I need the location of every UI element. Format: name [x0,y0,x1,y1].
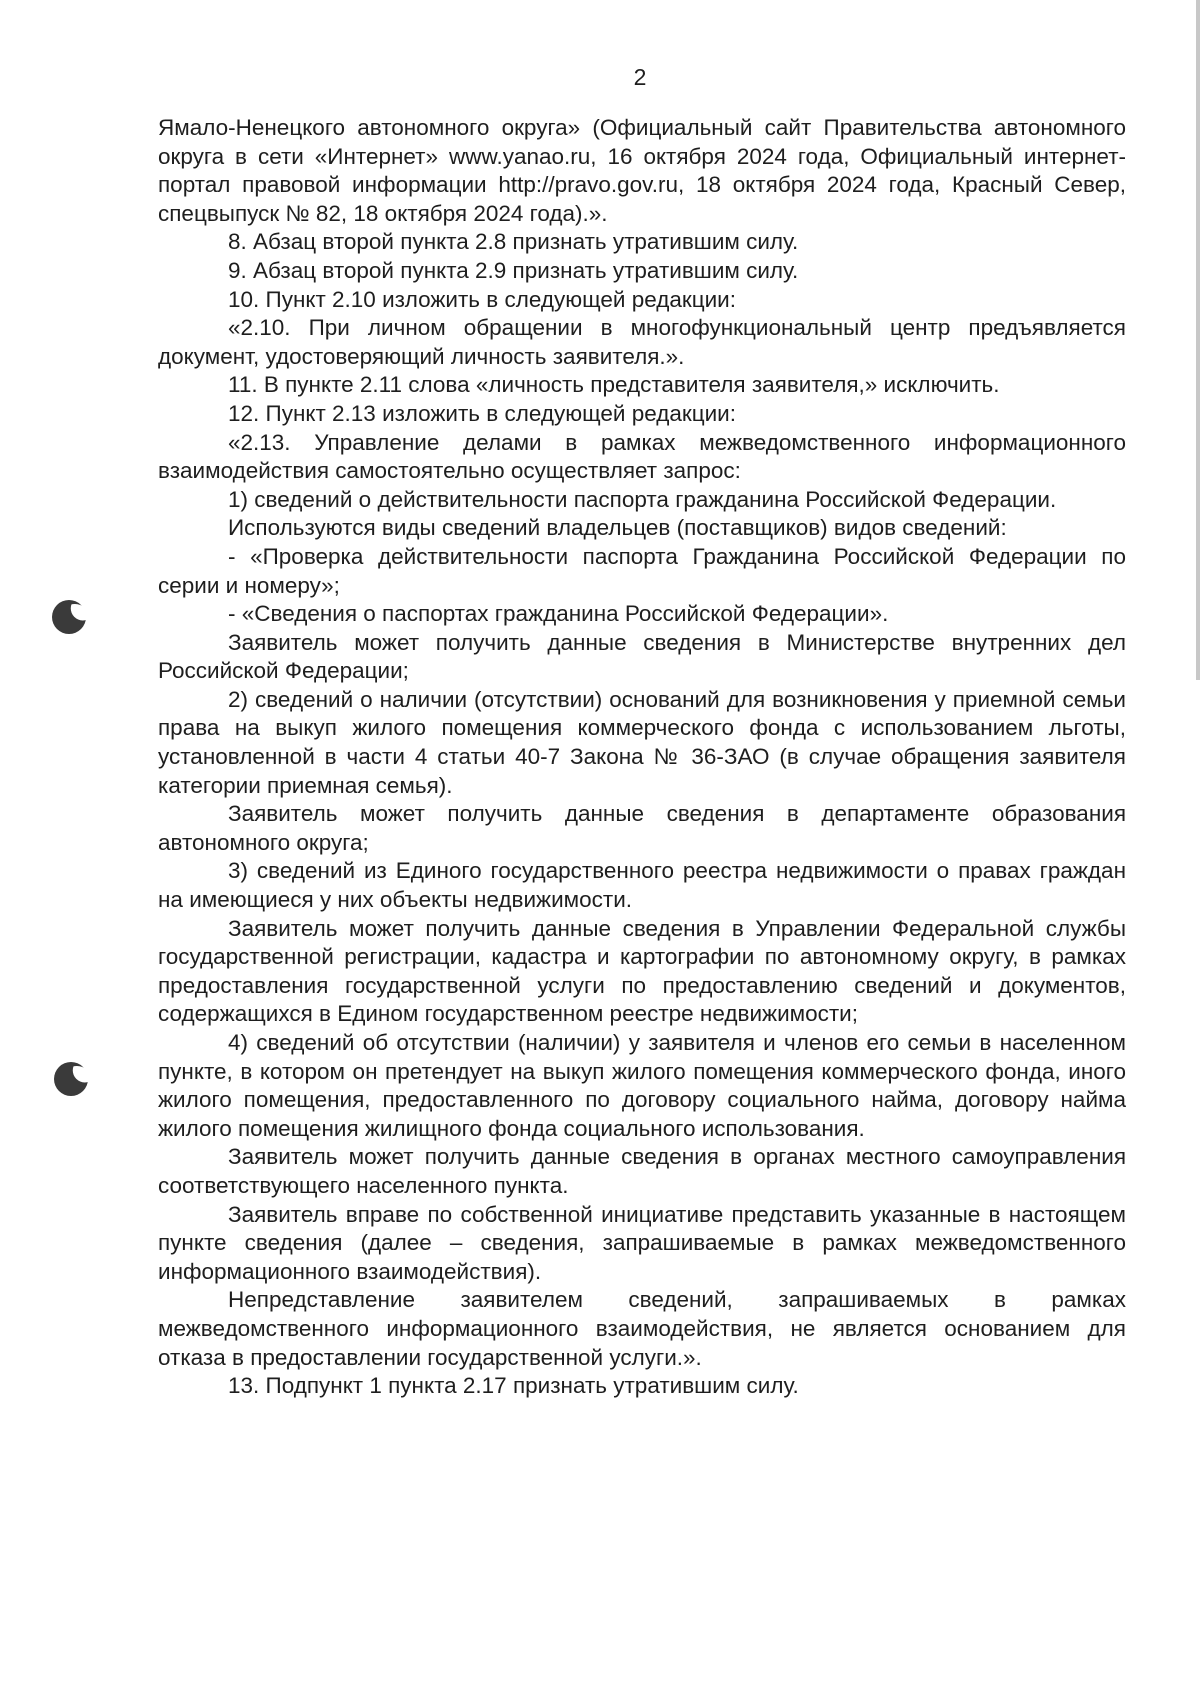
document-paragraph: «2.10. При личном обращении в многофункциональный центр предъявляется документ, удостоверяющий личность заявителя.». [158,315,1126,369]
document-paragraph: Ямало-Ненецкого автономного округа» (Официальный сайт Правительства автономного округа в сети «Интернет» www.yanao.ru, 16 октября 2024 года, Официальный интернет-портал правовой информации http://pravo.gov.ru, 18 октября 2024 года, Красный Север, спецвыпуск № 82, 18 октября 2024 года).». [158,115,1126,226]
page-number: 2 [633,64,647,90]
document-paragraph: Заявитель может получить данные сведения в департаменте образования автономного округа; [158,801,1126,855]
page-edge-line [1196,0,1200,680]
document-paragraph: «2.13. Управление делами в рамках межведомственного информационного взаимодействия самостоятельно осуществляет запрос: [158,429,1126,484]
document-paragraph: 10. Пункт 2.10 изложить в следующей редакции: [228,286,736,312]
punch-hole-mark [54,1062,88,1096]
document-paragraph: 3) сведений из Единого государственного реестра недвижимости о правах граждан на имеющиеся у них объекты недвижимости. [158,858,1126,913]
document-paragraph: - «Сведения о паспортах гражданина Российской Федерации». [228,601,889,627]
punch-hole-mark [52,600,86,634]
document-paragraph: Используются виды сведений владельцев (поставщиков) видов сведений: [228,515,1007,541]
document-paragraph: 9. Абзац второй пункта 2.9 признать утратившим силу. [228,257,799,283]
document-paragraph: 8. Абзац второй пункта 2.8 признать утратившим силу. [228,229,799,255]
document-paragraph: Заявитель может получить данные сведения в Управлении Федеральной службы государственной регистрации, кадастра и картографии по автономному округу, в рамках предоставления государственной услуги по предоставлению сведений и документов, содержащихся в Едином государственном реестре недвижимости; [158,915,1126,1027]
document-paragraph: Непредставление заявителем сведений, запрашиваемых в рамках межведомственного информационного взаимодействия, не является основанием для отказа в предоставлении государственной услуги.». [158,1287,1126,1370]
document-paragraph: 12. Пункт 2.13 изложить в следующей редакции: [228,400,736,426]
document-paragraph: 1) сведений о действительности паспорта гражданина Российской Федерации. [228,486,1057,512]
document-body [158,114,1126,1401]
document-paragraph: Заявитель вправе по собственной инициативе представить указанные в настоящем пункте сведения (далее – сведения, запрашиваемые в рамках межведомственного информационного взаимодействия). [158,1201,1126,1284]
document-paragraph: 13. Подпункт 1 пункта 2.17 признать утратившим силу. [228,1373,799,1399]
document-paragraph: 11. В пункте 2.11 слова «личность представителя заявителя,» исключить. [228,372,1000,398]
document-paragraph: 2) сведений о наличии (отсутствии) оснований для возникновения у приемной семьи права на выкуп жилого помещения коммерческого фонда с использованием льготы, установленной в части 4 статьи 40-7 Закона № 36-ЗАО (в случае обращения заявителя категории приемная семья). [158,686,1126,798]
document-paragraph: Заявитель может получить данные сведения в органах местного самоуправления соответствующего населенного пункта. [158,1144,1126,1198]
document-paragraph: 4) сведений об отсутствии (наличии) у заявителя и членов его семьи в населенном пункте, в котором он претендует на выкуп жилого помещения коммерческого фонда, иного жилого помещения, предоставленного по договору социального найма, договору найма жилого помещения жилищного фонда социального использования. [158,1030,1126,1141]
document-paragraph: Заявитель может получить данные сведения в Министерстве внутренних дел Российской Федерации; [158,629,1126,684]
document-paragraph: - «Проверка действительности паспорта Гражданина Российской Федерации по серии и номеру»; [158,543,1126,598]
